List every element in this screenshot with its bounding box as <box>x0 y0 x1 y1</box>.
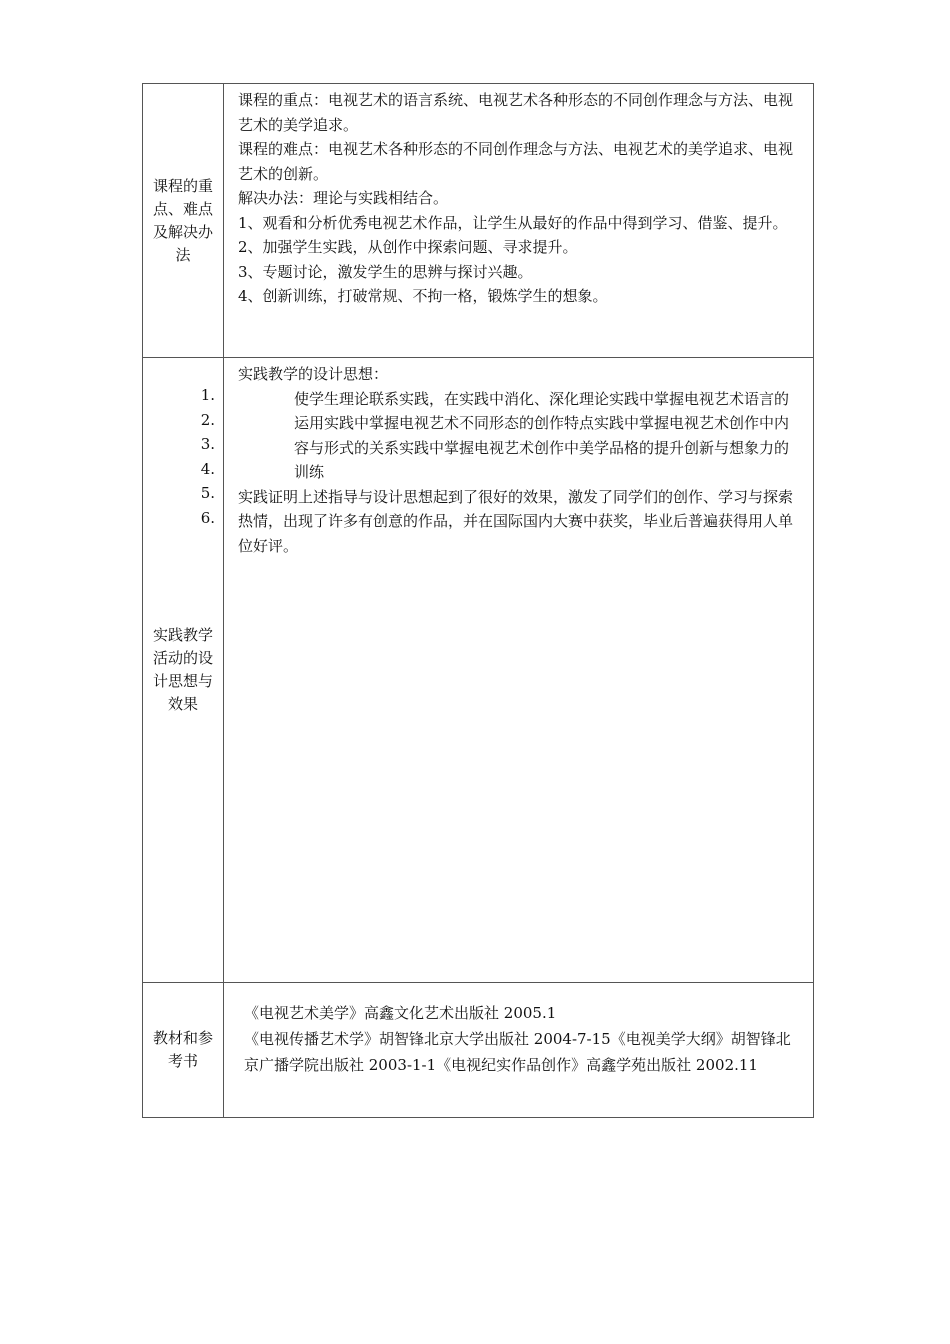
list-number: 3. <box>200 435 215 453</box>
paragraph: 3、专题讨论，激发学生的思辨与探讨兴趣。 <box>238 262 533 281</box>
list-number: 5. <box>200 484 215 502</box>
row-label-cell <box>143 358 224 983</box>
row-label: 实践教学活动的设计思想与效果 <box>152 626 213 713</box>
paragraph: 实践证明上述指导与设计思想起到了很好的效果，激发了同学们的创作、学习与探索热情，出现了许多有创意的作品，并在国际国内大赛中获奖，毕业后普遍获得用人单位好评。 <box>238 487 794 555</box>
row-label: 教材和参考书 <box>152 1029 213 1070</box>
book-entry: 《电视传播艺术学》胡智锋北京大学出版社 2004-7-15《电视美学大纲》胡智锋北京广播学院出版社 2003-1-1《电视纪实作品创作》高鑫学苑出版社 2002.11 <box>244 1030 791 1074</box>
row-label-cell <box>143 983 224 1118</box>
table-row-books <box>143 983 814 1118</box>
list-number: 4. <box>200 459 215 478</box>
list-number: 6. <box>200 508 215 527</box>
row-label-cell <box>143 84 224 358</box>
table-row-practice <box>143 358 814 983</box>
paragraph: 1、观看和分析优秀电视艺术作品，让学生从最好的作品中得到学习、借鉴、提升。 <box>238 213 788 232</box>
number-list <box>201 383 215 530</box>
table-row-focus <box>143 84 814 358</box>
paragraph: 课程的重点：电视艺术的语言系统、电视艺术各种形态的不同创作理念与方法、电视艺术的美学追求。 <box>238 91 794 134</box>
section-heading: 实践教学的设计思想： <box>238 365 389 383</box>
row-content-cell <box>224 983 814 1118</box>
row-content-cell <box>224 358 814 983</box>
paragraph: 4、创新训练，打破常规、不拘一格，锻炼学生的想象。 <box>238 287 608 305</box>
list-number: 1. <box>200 386 215 404</box>
book-entry: 《电视艺术美学》高鑫文化艺术出版社 2005.1 <box>244 1004 557 1022</box>
paragraph: 课程的难点：电视艺术各种形态的不同创作理念与方法、电视艺术的美学追求、电视艺术的创新。 <box>238 140 794 183</box>
row-content-cell <box>224 84 814 358</box>
row-label: 课程的重点、难点及解决办法 <box>152 176 213 264</box>
list-number: 2. <box>200 410 215 429</box>
paragraph: 解决办法：理论与实践相结合。 <box>238 189 449 207</box>
paragraph: 2、加强学生实践，从创作中探索问题、寻求提升。 <box>238 238 578 256</box>
course-table <box>142 83 814 1118</box>
design-thoughts: 使学生理论联系实践，在实践中消化、深化理论实践中掌握电视艺术语言的运用实践中掌握电视艺术不同形态的创作特点实践中掌握电视艺术创作中内容与形式的关系实践中掌握电视艺术创作中美学品格的提升创新与想象力的训练 <box>294 389 790 481</box>
